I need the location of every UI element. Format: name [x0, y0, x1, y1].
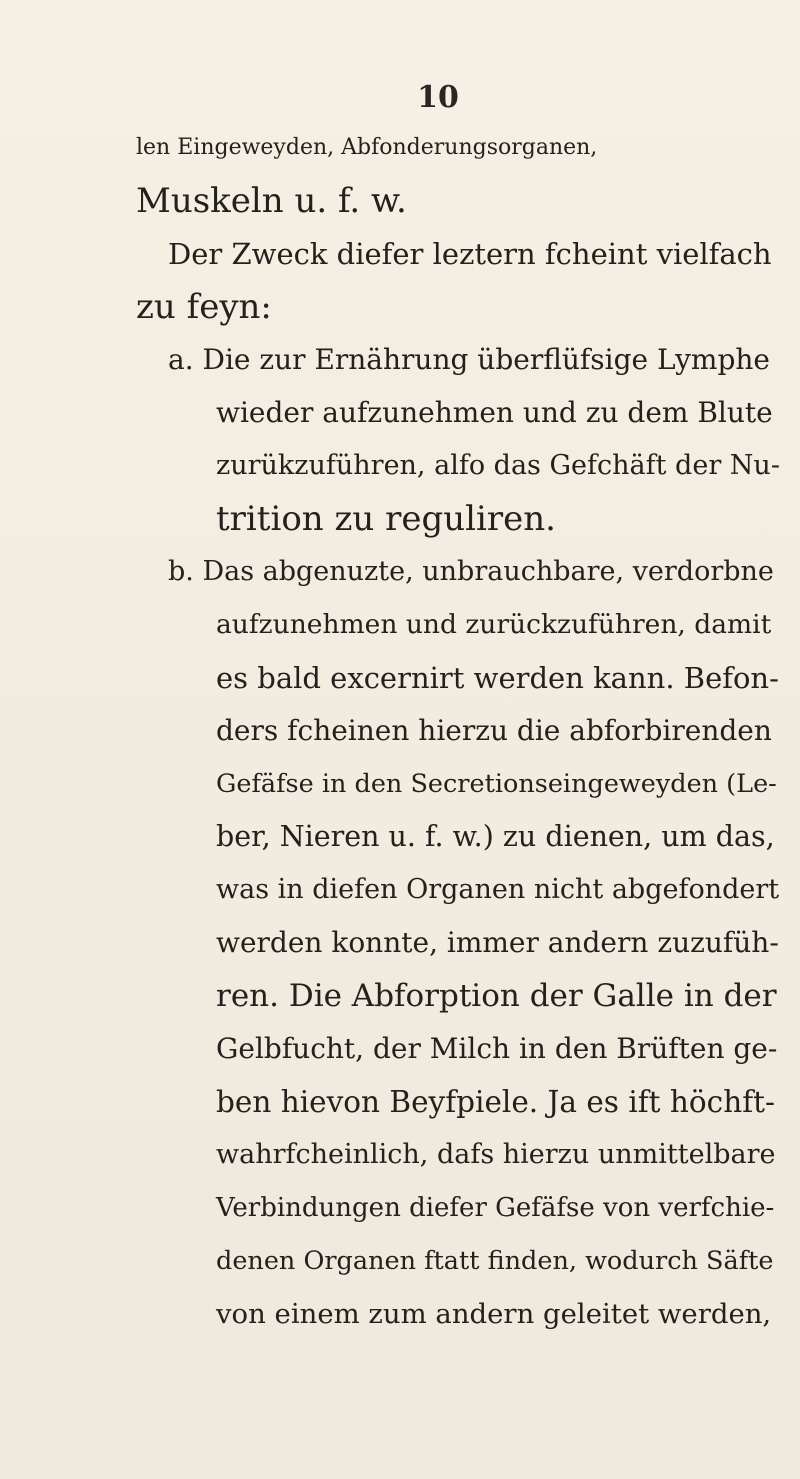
text-line: Gefäfse in den Secretionseingeweyden (Le-	[216, 769, 777, 799]
text-line: Gelbfucht, der Milch in den Brüften ge-	[216, 1032, 778, 1065]
text-line: wahrfcheinlich, dafs hierzu unmittelbare	[216, 1139, 776, 1170]
page-number: 10	[417, 80, 459, 115]
text-line: was in diefen Organen nicht abgefondert	[216, 874, 780, 905]
text-line: aufzunehmen und zurückzuführen, damit	[216, 609, 772, 640]
text-line: len Eingeweyden, Abfonderungsorganen,	[136, 135, 598, 160]
text-line: Der Zweck diefer leztern fcheint vielfach	[168, 237, 772, 271]
text-line: wieder aufzunehmen und zu dem Blute	[216, 396, 773, 429]
text-line: zurükzuführen, alfo das Gefchäft der Nu-	[216, 450, 780, 481]
text-line: von einem zum andern geleitet werden,	[216, 1298, 772, 1330]
text-line: Verbindungen diefer Gefäfse von verfchie-	[216, 1193, 775, 1223]
text-line: a. Die zur Ernährung überflüfsige Lymphe	[168, 343, 770, 376]
text-line: zu feyn:	[136, 287, 272, 327]
text-line: ren. Die Abforption der Galle in der	[216, 978, 777, 1014]
text-line: denen Organen ftatt finden, wodurch Säfte	[216, 1246, 774, 1276]
text-line: ders fcheinen hierzu die abforbirenden	[216, 714, 772, 747]
text-line: b. Das abgenuzte, unbrauchbare, verdorbne	[168, 556, 774, 587]
text-line: ber, Nieren u. f. w.) zu dienen, um das,	[216, 820, 775, 853]
text-line: trition zu reguliren.	[216, 499, 556, 539]
text-line: ben hievon Beyfpiele. Ja es ift höchft-	[216, 1085, 775, 1119]
text-line: es bald excernirt werden kann. Befon-	[216, 661, 779, 695]
text-line: werden konnte, immer andern zuzufüh-	[216, 926, 779, 959]
text-line: Muskeln u. f. w.	[136, 181, 407, 221]
